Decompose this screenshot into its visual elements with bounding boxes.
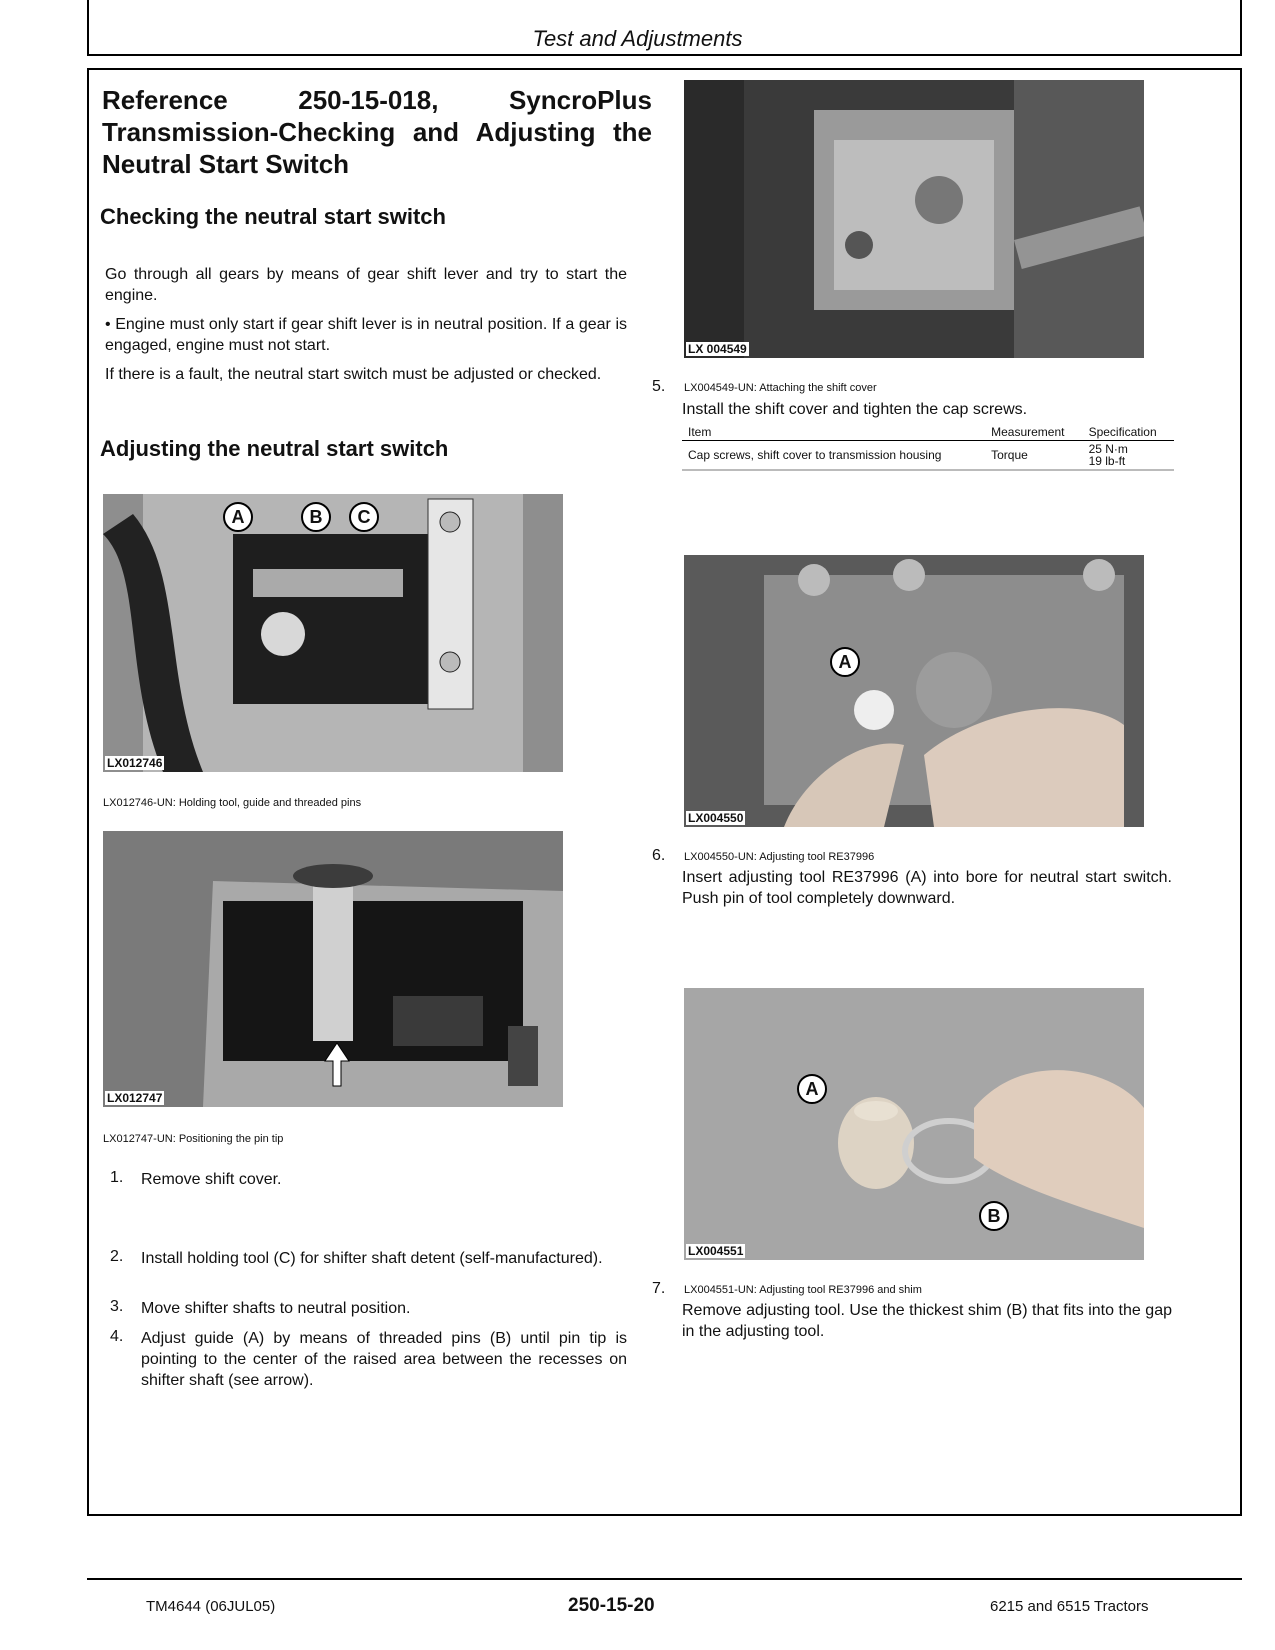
spec-imperial: 19 lb-ft xyxy=(1088,454,1126,468)
step-number: 2. xyxy=(110,1248,124,1265)
step-number: 3. xyxy=(110,1298,124,1315)
photo-lx012746 xyxy=(103,494,563,772)
callout-a: A xyxy=(223,502,253,532)
section-heading: Reference 250-15-018, SyncroPlus Transmission-Checking and Adjusting the Neutral Start Switch xyxy=(102,85,652,179)
tool-and-shim-image xyxy=(684,988,1144,1260)
spec-header-measurement: Measurement xyxy=(985,424,1082,441)
step-text: Move shifter shafts to neutral position. xyxy=(141,1300,411,1317)
photo-label: LX004551 xyxy=(688,1244,744,1258)
spec-value xyxy=(1083,441,1174,471)
checking-paragraph-3: If there is a fault, the neutral start switch must be adjusted or checked. xyxy=(105,366,602,383)
spec-table xyxy=(682,424,1174,471)
spec-header-item: Item xyxy=(682,424,985,441)
step-number: 6. xyxy=(652,847,666,864)
spec-item: Cap screws, shift cover to transmission housing xyxy=(682,441,985,471)
page-header-title: Test and Adjustments xyxy=(532,26,743,51)
caption-lx004550: LX004550-UN: Adjusting tool RE37996 xyxy=(684,851,875,863)
callout-b: B xyxy=(301,502,331,532)
callout-c: C xyxy=(349,502,379,532)
callout-a: A xyxy=(830,647,860,677)
checking-paragraph-1: Go through all gears by means of gear shift lever and try to start the engine. xyxy=(105,266,627,304)
step-number: 4. xyxy=(110,1328,124,1345)
photo-lx012747 xyxy=(103,831,563,1107)
checking-title: Checking the neutral start switch xyxy=(100,204,446,229)
callout-b: B xyxy=(979,1201,1009,1231)
page-number: 250-15-20 xyxy=(568,1595,655,1616)
table-row xyxy=(682,441,1174,471)
step-text: Install holding tool (C) for shifter shaft detent (self-manufactured). xyxy=(141,1250,603,1267)
photo-lx004549 xyxy=(684,80,1144,358)
step-text: Remove shift cover. xyxy=(141,1171,282,1188)
shift-cover-image xyxy=(684,80,1144,358)
step-text: Remove adjusting tool. Use the thickest shim (B) that fits into the gap in the adjusting tool. xyxy=(682,1302,1172,1340)
step-text: Install the shift cover and tighten the cap screws. xyxy=(682,401,1028,418)
photo-label: LX004550 xyxy=(688,811,744,825)
adjusting-title: Adjusting the neutral start switch xyxy=(100,436,449,461)
photo-label: LX012746 xyxy=(107,756,163,770)
footer-product: 6215 and 6515 Tractors xyxy=(990,1598,1149,1615)
caption-lx004549: LX004549-UN: Attaching the shift cover xyxy=(684,382,877,394)
checking-paragraph-2: • Engine must only start if gear shift lever is in neutral position. If a gear is engaged, engine must not start. xyxy=(105,316,627,354)
photo-lx004551 xyxy=(684,988,1144,1260)
holding-tool-image xyxy=(103,494,563,772)
step-number: 5. xyxy=(652,378,666,395)
spec-metric: 25 N·m xyxy=(1088,442,1128,456)
spec-header-specification: Specification xyxy=(1083,424,1174,441)
step-text: Adjust guide (A) by means of threaded pins (B) until pin tip is pointing to the center of the raised area between the recesses on shifter shaft (see arrow). xyxy=(141,1330,627,1389)
caption-lx004551: LX004551-UN: Adjusting tool RE37996 and shim xyxy=(684,1284,922,1296)
adjusting-tool-insert-image xyxy=(684,555,1144,827)
step-number: 7. xyxy=(652,1280,666,1297)
caption-lx012746: LX012746-UN: Holding tool, guide and threaded pins xyxy=(103,797,362,809)
spec-measurement: Torque xyxy=(985,441,1082,471)
callout-a: A xyxy=(797,1074,827,1104)
spec-table-header xyxy=(682,424,1174,441)
photo-label: LX 004549 xyxy=(688,342,747,356)
footer-doc-id: TM4644 (06JUL05) xyxy=(146,1598,276,1615)
caption-lx012747: LX012747-UN: Positioning the pin tip xyxy=(103,1133,284,1145)
photo-label: LX012747 xyxy=(107,1091,163,1105)
pin-tip-image xyxy=(103,831,563,1107)
step-number: 1. xyxy=(110,1169,124,1186)
step-text: Insert adjusting tool RE37996 (A) into bore for neutral start switch. Push pin of tool completely downward. xyxy=(682,869,1172,907)
footer-divider xyxy=(87,1578,1242,1580)
photo-lx004550 xyxy=(684,555,1144,827)
